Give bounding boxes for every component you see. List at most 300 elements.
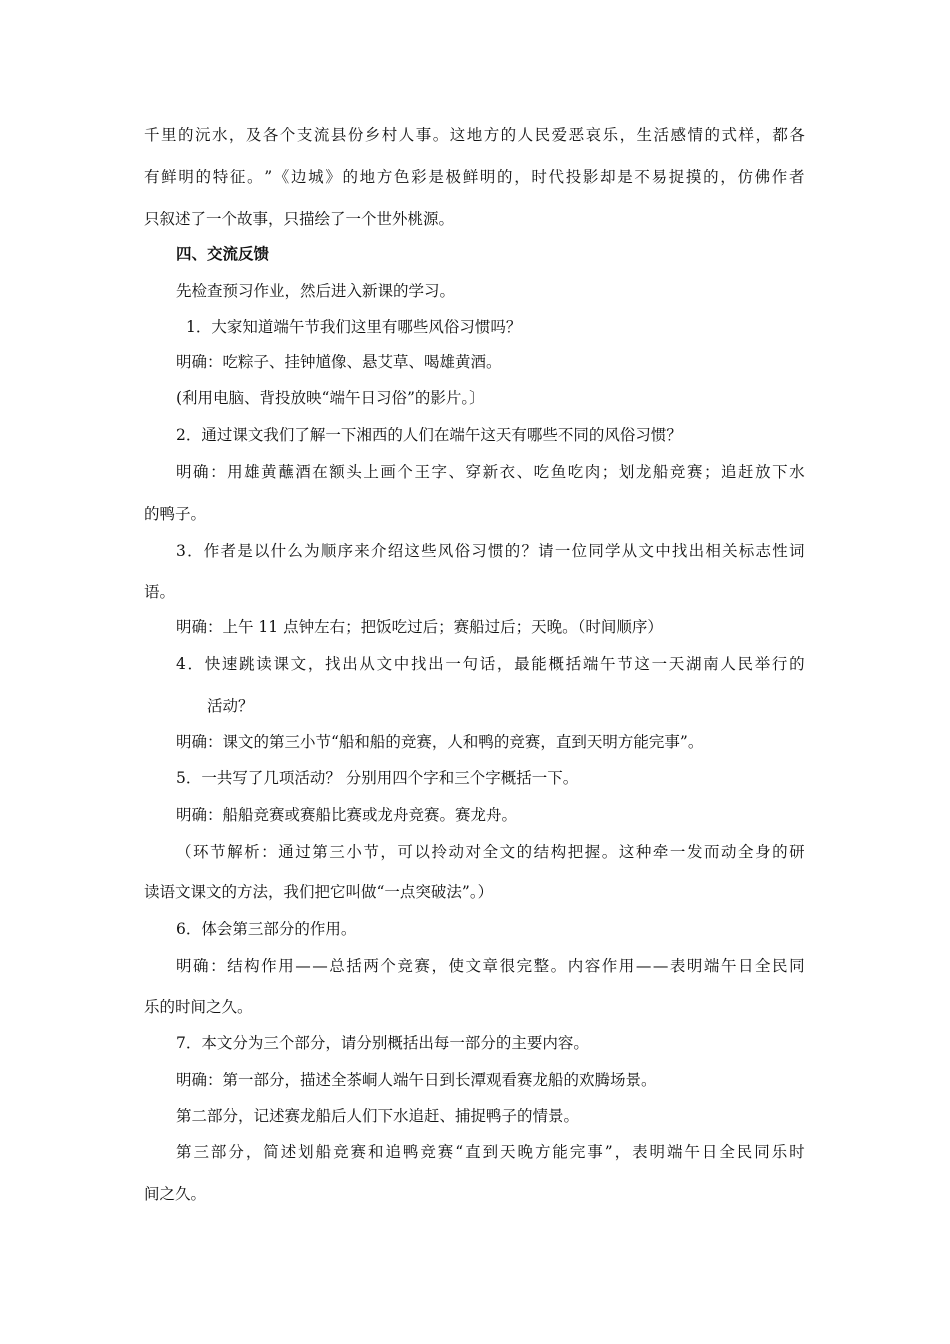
glyph: 肉 (584, 463, 601, 481)
glyph: 性 (772, 542, 788, 560)
glyph: 举 (754, 655, 771, 673)
glyph: 文 (499, 843, 516, 861)
glyph: 构 (244, 957, 260, 975)
glyph: 发 (686, 843, 703, 861)
part-2-summary: 第二部分，记述赛龙船后人们下水追赶、捕捉鸭子的情景。 (176, 1107, 580, 1125)
glyph: ， (307, 655, 324, 673)
glyph: 中 (655, 542, 671, 560)
glyph: 用 (278, 957, 294, 975)
glyph: 划 (298, 1143, 314, 1161)
glyph: 村 (381, 126, 398, 144)
glyph: 端 (582, 655, 599, 673)
glyph: 用 (227, 463, 243, 481)
glyph: 跳 (239, 655, 255, 673)
glyph: 方 (534, 1143, 551, 1161)
glyph: 是 (237, 542, 253, 560)
glyph: 地 (466, 126, 483, 144)
glyph: 出 (428, 655, 444, 673)
question-2: 2．通过课文我们了解一下湘西的人们在端午这天有哪些不同的风俗习惯？ (176, 426, 682, 444)
answer-2-line (176, 462, 805, 482)
glyph: 这 (634, 655, 650, 673)
glyph: 民 (737, 655, 754, 673)
question-3-line: 语。 (144, 583, 176, 601)
glyph: 时 (531, 168, 547, 186)
glyph: ， (245, 1143, 262, 1161)
glyph: 个 (397, 463, 413, 481)
glyph: 解 (227, 843, 243, 861)
glyph: 从 (359, 655, 375, 673)
glyph: 章 (482, 957, 499, 975)
glyph: 乡 (364, 126, 381, 144)
glyph: 新 (482, 463, 499, 481)
glyph: 县 (330, 126, 347, 144)
glyph: 船 (315, 1143, 332, 1161)
glyph: 的 (497, 168, 513, 186)
glyph: 、 (516, 463, 533, 481)
glyph: 析 (244, 843, 260, 861)
glyph: ？ (521, 542, 537, 560)
glyph: ： (261, 843, 277, 861)
glyph: 相 (705, 542, 721, 560)
glyph: 。 (432, 126, 449, 144)
glyph: 晚 (517, 1143, 533, 1161)
glyph: 感 (670, 126, 687, 144)
glyph: 一 (669, 843, 686, 861)
glyph: 顺 (320, 542, 337, 560)
glyph: 的 (789, 655, 805, 673)
glyph: 话 (479, 655, 496, 673)
glyph: 千 (144, 126, 160, 144)
glyph: 爱 (551, 126, 568, 144)
glyph: 快 (204, 655, 221, 673)
glyph: 很 (499, 957, 516, 975)
glyph: ” (604, 1143, 613, 1161)
glyph: 是 (428, 168, 444, 186)
glyph: 环 (193, 843, 209, 861)
glyph: “ (455, 1143, 464, 1161)
glyph: 的 (703, 168, 719, 186)
glyph: ， (431, 957, 447, 975)
paragraph-line (144, 167, 805, 187)
glyph: 者 (220, 542, 237, 560)
glyph: 个 (380, 957, 396, 975)
glyph: 》 (325, 168, 341, 186)
glyph: 找 (410, 655, 427, 673)
glyph: 酒 (295, 463, 311, 481)
glyph: 学 (605, 542, 621, 560)
glyph: 划 (618, 463, 635, 481)
glyph: 序 (337, 542, 354, 560)
glyph: 到 (482, 1143, 499, 1161)
glyph: 研 (789, 843, 805, 861)
paragraph-line: 只叙述了一个故事，只描绘了一个世外桃源。 (144, 210, 455, 228)
glyph: 同 (789, 957, 805, 975)
question-4-line (176, 654, 805, 674)
glyph: 从 (621, 542, 638, 560)
glyph: ： (210, 957, 226, 975)
glyph: 征 (229, 168, 246, 186)
glyph: 过 (295, 843, 311, 861)
glyph: 种 (635, 843, 652, 861)
answer-3: 明确：上午 11 点钟左右；把饭吃过后；赛船过后；天晚。（时间顺序） (176, 618, 663, 636)
glyph: 城 (308, 168, 324, 186)
glyph: 情 (687, 126, 704, 144)
glyph: 事 (415, 126, 432, 144)
glyph: 。 (550, 957, 567, 975)
glyph: 天 (500, 1143, 516, 1161)
glyph: 赛 (350, 1143, 367, 1161)
glyph: 极 (445, 168, 462, 186)
glyph: 支 (296, 126, 313, 144)
glyph: 介 (370, 542, 387, 560)
question-6: 6．体会第三部分的作用。 (176, 920, 357, 938)
glyph: 全 (738, 843, 754, 861)
glyph: 牵 (652, 843, 669, 861)
glyph: 端 (666, 1143, 683, 1161)
glyph: 这 (449, 126, 466, 144)
glyph: 时 (789, 1143, 805, 1161)
glyph: 竞 (669, 463, 686, 481)
glyph: 惯 (488, 542, 504, 560)
glyph: 行 (771, 655, 788, 673)
glyph: 部 (210, 1143, 227, 1161)
glyph: 穿 (465, 463, 482, 481)
glyph: 节 (617, 655, 633, 673)
glyph: 概 (548, 655, 564, 673)
glyph: 赛 (686, 463, 703, 481)
glyph: 赶 (738, 463, 754, 481)
glyph: — (312, 957, 328, 975)
glyph: ， (614, 1143, 631, 1161)
glyph: 明 (176, 957, 192, 975)
glyph: 明 (649, 1143, 666, 1161)
glyph: 表 (632, 1143, 648, 1161)
glyph: 小 (346, 843, 362, 861)
glyph: 出 (342, 655, 358, 673)
glyph: 午 (720, 957, 737, 975)
glyph: 恶 (568, 126, 585, 144)
glyph: 湖 (685, 655, 702, 673)
question-1: 1．大家知道端午节我们这里有哪些风俗习惯吗？ (186, 318, 522, 336)
glyph: ， (514, 168, 530, 186)
glyph: 的 (516, 843, 533, 861)
glyph: 什 (270, 542, 287, 560)
glyph: 赛 (414, 957, 430, 975)
answer-1: 明确：吃粽子、挂钟馗像、悬艾草、喝雄黄酒。 (176, 353, 502, 371)
glyph: 及 (245, 126, 262, 144)
glyph: 这 (618, 843, 635, 861)
glyph: 第 (176, 1143, 192, 1161)
glyph: 习 (471, 542, 487, 560)
glyph: ； (703, 463, 720, 481)
glyph: 全 (482, 843, 499, 861)
glyph: 南 (703, 655, 719, 673)
glyph: 仿 (737, 168, 753, 186)
glyph: 构 (550, 843, 567, 861)
glyph: 这 (404, 542, 420, 560)
glyph: 文 (376, 655, 393, 673)
glyph: 里 (160, 126, 177, 144)
glyph: 结 (533, 843, 550, 861)
glyph: 竞 (333, 1143, 349, 1161)
glyph: 动 (448, 843, 465, 861)
glyph: 船 (652, 463, 669, 481)
glyph: 事 (587, 1143, 603, 1161)
glyph: ， (755, 126, 771, 144)
glyph: 俗 (454, 542, 471, 560)
glyph: ： (210, 463, 226, 481)
glyph: 色 (394, 168, 410, 186)
glyph: ． (187, 542, 203, 560)
glyph: 鲜 (462, 168, 479, 186)
glyph: 三 (329, 843, 345, 861)
glyph: 标 (738, 542, 755, 560)
glyph: 水 (211, 126, 228, 144)
glyph: 请 (538, 542, 554, 560)
glyph: 乐 (771, 1143, 788, 1161)
glyph: 竞 (420, 1143, 436, 1161)
glyph: 来 (354, 542, 370, 560)
glyph: 找 (671, 542, 688, 560)
glyph: 明 (176, 463, 192, 481)
glyph: 的 (772, 843, 788, 861)
glyph: 地 (359, 168, 376, 186)
glyph: 作 (771, 168, 788, 186)
glyph: 么 (287, 542, 303, 560)
glyph: 下 (772, 463, 788, 481)
glyph: 中 (393, 655, 410, 673)
glyph: 明 (479, 168, 496, 186)
glyph: 能 (531, 655, 547, 673)
glyph: 民 (772, 957, 788, 975)
glyph: 。 (601, 843, 618, 861)
glyph: 括 (346, 957, 362, 975)
glyph: 画 (380, 463, 396, 481)
glyph: 确 (193, 463, 209, 481)
glyph: 用 (618, 957, 635, 975)
glyph: 以 (414, 843, 430, 861)
answer-7: 明确：第一部分，描述全茶峒人端午日到长潭观看赛龙船的欢腾场景。 (176, 1071, 657, 1089)
glyph: 民 (534, 126, 551, 144)
glyph: 速 (221, 655, 238, 673)
glyph: 方 (376, 168, 393, 186)
glyph: 的 (504, 542, 521, 560)
glyph: 简 (263, 1143, 279, 1161)
glyph: 绍 (387, 542, 404, 560)
glyph: 完 (516, 957, 533, 975)
glyph: 民 (736, 1143, 753, 1161)
glyph: 不 (634, 168, 650, 186)
glyph: 的 (342, 168, 358, 186)
glyph: 赛 (437, 1143, 454, 1161)
question-7: 7．本文分为三个部分，请分别概括出每一部分的主要内容。 (176, 1034, 589, 1052)
glyph: 第 (312, 843, 328, 861)
glyph: 把 (567, 843, 584, 861)
glyph: 最 (514, 655, 530, 673)
glyph: 水 (789, 463, 805, 481)
answer-6-line (176, 956, 805, 976)
glyph: — (652, 957, 669, 975)
glyph: 风 (437, 542, 454, 560)
glyph: 式 (721, 126, 737, 144)
glyph: 一 (651, 655, 668, 673)
glyph: 节 (210, 843, 226, 861)
glyph: 全 (719, 1143, 735, 1161)
glyph: 同 (588, 542, 604, 560)
glyph: ， (496, 655, 513, 673)
glyph: 有 (144, 168, 160, 186)
glyph: 各 (262, 126, 279, 144)
glyph: 流 (313, 126, 330, 144)
glyph: 追 (385, 1143, 401, 1161)
glyph: 蘸 (278, 463, 294, 481)
glyph: ” (264, 168, 273, 186)
glyph: 代 (548, 168, 565, 186)
glyph: 王 (414, 463, 430, 481)
glyph: 明 (686, 957, 703, 975)
glyph: 《 (273, 168, 290, 186)
glyph: 吃 (533, 463, 550, 481)
glyph: 通 (278, 843, 294, 861)
glyph: 位 (571, 542, 588, 560)
glyph: 同 (754, 1143, 770, 1161)
glyph: 追 (721, 463, 737, 481)
glyph: 天 (668, 655, 685, 673)
glyph: （ (176, 843, 192, 861)
glyph: 的 (500, 126, 517, 144)
glyph: 3 (176, 542, 186, 560)
glyph: 的 (195, 168, 212, 186)
glyph: 的 (177, 126, 194, 144)
glyph: 份 (347, 126, 364, 144)
answer-4: 明确：课文的第三小节“船和船的竞赛，人和鸭的竞赛，直到天明方能完事”。 (176, 733, 704, 751)
glyph: 、 (448, 463, 465, 481)
glyph: 确 (193, 957, 209, 975)
glyph: 鲜 (161, 168, 177, 186)
glyph: 个 (279, 126, 296, 144)
glyph: 总 (329, 957, 345, 975)
glyph: 上 (363, 463, 379, 481)
glyph: 投 (565, 168, 582, 186)
glyph: 吃 (567, 463, 584, 481)
glyph: 整 (533, 957, 550, 975)
note-1: (利用电脑、背投放映“端午日习俗”的影片。〕 (176, 389, 485, 407)
glyph: 身 (755, 843, 771, 861)
note-2-line (176, 842, 805, 862)
glyph: 可 (397, 843, 413, 861)
glyph: 些 (421, 542, 437, 560)
question-3-line (176, 541, 805, 561)
glyph: 午 (600, 655, 616, 673)
glyph: ， (228, 126, 245, 144)
glyph: 在 (312, 463, 328, 481)
section-heading: 四、交流反馈 (176, 244, 270, 263)
glyph: — (295, 957, 311, 975)
glyph: 能 (552, 1143, 568, 1161)
glyph: 述 (280, 1143, 297, 1161)
glyph: 内 (567, 957, 584, 975)
glyph: 人 (720, 655, 736, 673)
answer-5: 明确：船船竞赛或赛船比赛或龙舟竞赛。赛龙舟。 (176, 806, 518, 824)
glyph: 鱼 (550, 463, 567, 481)
glyph: 读 (256, 655, 272, 673)
glyph: 衣 (499, 463, 516, 481)
glyph: 边 (290, 168, 307, 186)
glyph: 易 (651, 168, 668, 186)
paragraph-line (144, 125, 805, 145)
glyph: 一 (445, 655, 461, 673)
glyph: 端 (703, 957, 720, 975)
glyph: 以 (253, 542, 270, 560)
glyph: 人 (517, 126, 534, 144)
glyph: 龙 (635, 463, 652, 481)
glyph: 结 (227, 957, 243, 975)
glyph: 词 (788, 542, 805, 560)
glyph: 作 (203, 542, 220, 560)
glyph: 字 (431, 463, 447, 481)
glyph: 和 (367, 1143, 384, 1161)
glyph: 鸭 (402, 1143, 419, 1161)
glyph: 日 (737, 957, 754, 975)
glyph: 乐 (602, 126, 619, 144)
glyph: — (635, 957, 652, 975)
glyph: ， (619, 126, 636, 144)
glyph: 作 (601, 957, 618, 975)
glyph: 一 (554, 542, 571, 560)
glyph: 人 (398, 126, 415, 144)
glyph: 三 (193, 1143, 209, 1161)
glyph: ． (187, 655, 204, 673)
glyph: 活 (653, 126, 670, 144)
answer-6-line: 乐的时间之久。 (144, 998, 253, 1016)
glyph: 为 (304, 542, 320, 560)
glyph: 的 (704, 126, 720, 144)
glyph: 影 (582, 168, 599, 186)
glyph: 全 (755, 957, 771, 975)
glyph: 文 (465, 957, 482, 975)
glyph: 特 (212, 168, 229, 186)
glyph: 沅 (194, 126, 211, 144)
glyph: 样 (738, 126, 754, 144)
glyph: 4 (176, 655, 186, 673)
glyph: ， (720, 168, 736, 186)
glyph: 午 (684, 1143, 700, 1161)
glyph: 捉 (668, 168, 685, 186)
glyph: 两 (363, 957, 379, 975)
note-2-line: 读语文课文的方法，我们把它叫做“一点突破法”。） (144, 883, 494, 901)
glyph: 生 (636, 126, 653, 144)
glyph: 文 (638, 542, 654, 560)
glyph: 放 (755, 463, 771, 481)
question-4-line: 活动？ (207, 697, 254, 715)
glyph: 出 (688, 542, 705, 560)
glyph: 明 (178, 168, 194, 186)
glyph: 文 (290, 655, 307, 673)
glyph: 容 (584, 957, 601, 975)
intro-text: 先检查预习作业，然后进入新课的学习。 (176, 282, 456, 300)
glyph: 雄 (244, 463, 260, 481)
glyph: 课 (273, 655, 289, 673)
question-5: 5．一共写了几项活动？ 分别用四个字和三个字概括一下。 (176, 769, 579, 787)
glyph: 哀 (585, 126, 602, 144)
glyph: 对 (465, 843, 482, 861)
glyph: 头 (346, 463, 362, 481)
glyph: 。 (247, 168, 263, 186)
answer-2-line: 的鸭子。 (144, 505, 207, 523)
glyph: 志 (755, 542, 772, 560)
glyph: ， (380, 843, 396, 861)
glyph: 完 (569, 1143, 586, 1161)
